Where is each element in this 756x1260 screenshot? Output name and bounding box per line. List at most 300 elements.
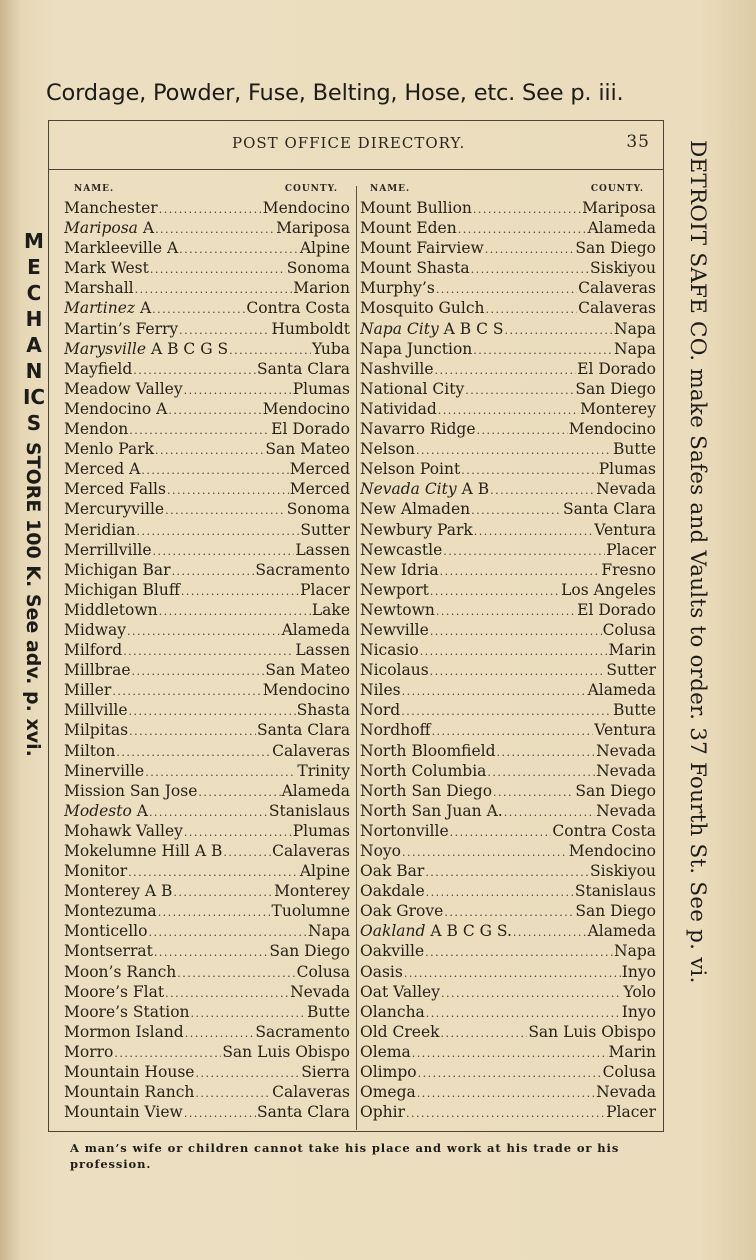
leader-dots bbox=[418, 1064, 602, 1082]
leader-dots bbox=[127, 622, 281, 640]
county-header: COUNTY. bbox=[284, 184, 338, 194]
place-name bbox=[64, 741, 115, 761]
county-name: Calaveras bbox=[578, 279, 656, 298]
county-name: Monterey bbox=[580, 399, 656, 418]
place-name bbox=[64, 479, 166, 499]
directory-entry bbox=[360, 821, 656, 841]
directory-entry bbox=[360, 720, 656, 740]
place-name bbox=[64, 801, 148, 821]
left-column bbox=[64, 182, 350, 1122]
place-name-text: Michigan Bluff bbox=[64, 580, 180, 599]
directory-entry bbox=[360, 741, 656, 761]
county-name: Colusa bbox=[602, 620, 656, 639]
county-name: Sacramento bbox=[255, 560, 350, 579]
place-name-text: Nicolaus bbox=[360, 661, 429, 680]
leader-dots bbox=[426, 1004, 621, 1022]
leader-dots bbox=[441, 984, 623, 1002]
county-name: Calaveras bbox=[272, 1083, 350, 1102]
county-name: San Mateo bbox=[265, 440, 350, 459]
place-name bbox=[64, 439, 154, 459]
place-name bbox=[360, 258, 470, 278]
place-name bbox=[64, 560, 171, 580]
directory-entry bbox=[360, 841, 656, 861]
county-name: Contra Costa bbox=[246, 299, 350, 318]
county-name: Sacramento bbox=[255, 1022, 350, 1041]
place-name bbox=[64, 580, 180, 600]
place-name bbox=[64, 620, 126, 640]
county-name: Stanislaus bbox=[574, 882, 656, 901]
leader-dots bbox=[129, 722, 256, 740]
office-codes: A bbox=[162, 239, 179, 258]
office-codes: A B bbox=[456, 480, 490, 499]
leader-dots bbox=[229, 341, 311, 359]
leader-dots bbox=[504, 321, 613, 339]
place-name bbox=[360, 801, 503, 821]
place-name bbox=[360, 841, 401, 861]
county-name: Butte bbox=[306, 1002, 350, 1021]
county-name: Mendocino bbox=[568, 842, 656, 860]
leader-dots bbox=[159, 200, 262, 218]
place-name bbox=[360, 1002, 425, 1022]
place-name bbox=[64, 1022, 184, 1042]
place-name-text: Nelson Point bbox=[360, 460, 461, 479]
place-name-text: Oakland bbox=[360, 922, 426, 941]
county-name: San Diego bbox=[575, 239, 656, 258]
place-name bbox=[64, 640, 122, 660]
place-name bbox=[360, 761, 486, 781]
county-name: Santa Clara bbox=[257, 359, 350, 378]
place-name-text: Nordhoff bbox=[360, 721, 431, 740]
place-name-text: Oat Valley bbox=[360, 982, 440, 1001]
directory-entry bbox=[360, 258, 656, 278]
place-name-text: Navarro Ridge bbox=[360, 420, 476, 439]
directory-entry bbox=[360, 459, 656, 479]
place-name-text: Mayfield bbox=[64, 359, 133, 378]
place-name bbox=[64, 319, 178, 339]
directory-entry bbox=[64, 198, 350, 218]
place-name bbox=[360, 821, 449, 841]
place-name-text: Newcastle bbox=[360, 540, 443, 559]
place-name-text: Middletown bbox=[64, 600, 158, 619]
leader-dots bbox=[173, 883, 273, 901]
directory-entry bbox=[64, 841, 350, 861]
place-name-text: New Almaden bbox=[360, 500, 471, 519]
directory-entry bbox=[64, 359, 350, 379]
leader-dots bbox=[461, 461, 598, 479]
directory-entry bbox=[360, 1062, 656, 1082]
place-name-text: Milpitas bbox=[64, 721, 129, 740]
county-name: Santa Clara bbox=[257, 1103, 350, 1122]
place-name-text: Mission San Jose bbox=[64, 781, 198, 800]
place-name-text: Mendon bbox=[64, 420, 129, 439]
office-codes: A B bbox=[189, 842, 223, 860]
directory-entry bbox=[360, 801, 656, 821]
place-name bbox=[360, 640, 419, 660]
place-name-text: Nicasio bbox=[360, 641, 419, 660]
place-name bbox=[64, 499, 164, 519]
place-name bbox=[64, 1102, 183, 1122]
county-name: Placer bbox=[606, 540, 656, 559]
directory-entry bbox=[360, 520, 656, 540]
leader-dots bbox=[436, 602, 576, 620]
leader-dots bbox=[116, 743, 271, 761]
leader-dots bbox=[425, 863, 589, 881]
county-name: Napa bbox=[308, 922, 350, 941]
county-name: Napa bbox=[614, 319, 656, 338]
county-name: Alameda bbox=[587, 922, 656, 941]
directory-entry bbox=[360, 861, 656, 881]
place-name bbox=[64, 379, 183, 399]
place-name-text: Marshall bbox=[64, 279, 134, 298]
county-name: San Diego bbox=[269, 942, 350, 961]
county-name: Lake bbox=[311, 600, 350, 619]
place-name-text: Nortonville bbox=[360, 821, 449, 840]
footer-rule bbox=[48, 1131, 664, 1132]
county-name: Alameda bbox=[587, 681, 656, 700]
place-name-text: North Columbia bbox=[360, 761, 487, 780]
county-name: Nevada bbox=[596, 1083, 656, 1102]
place-name bbox=[360, 278, 435, 298]
place-name bbox=[360, 962, 403, 982]
directory-entry bbox=[64, 600, 350, 620]
place-name-text: Noyo bbox=[360, 842, 401, 860]
directory-entry bbox=[360, 640, 656, 660]
place-name bbox=[64, 962, 176, 982]
place-name-text: Mokelumne Hill bbox=[64, 842, 190, 860]
directory-entry bbox=[64, 479, 350, 499]
leader-dots bbox=[185, 1024, 255, 1042]
office-codes: A B bbox=[139, 882, 173, 901]
leader-dots bbox=[195, 1084, 271, 1102]
place-name-text: Merrillville bbox=[64, 540, 152, 559]
directory-entry bbox=[360, 359, 656, 379]
leader-dots bbox=[150, 260, 286, 278]
leader-dots bbox=[417, 1084, 595, 1102]
directory-entry bbox=[360, 238, 656, 258]
leader-dots bbox=[145, 763, 296, 781]
place-name bbox=[360, 359, 434, 379]
directory-entry bbox=[64, 660, 350, 680]
directory-entry bbox=[64, 319, 350, 339]
place-name-text: Oasis bbox=[360, 962, 403, 981]
directory-entry bbox=[360, 1002, 656, 1022]
county-name: San Diego bbox=[575, 902, 656, 921]
directory-entry bbox=[64, 700, 350, 720]
directory-entry bbox=[360, 339, 656, 359]
office-codes: A B C G S bbox=[146, 339, 229, 358]
place-name bbox=[64, 1062, 194, 1082]
place-name-text: Nevada City bbox=[360, 480, 457, 499]
county-name: El Dorado bbox=[271, 420, 350, 439]
directory-entry bbox=[360, 982, 656, 1002]
county-name: Tuolumne bbox=[271, 902, 350, 921]
leader-dots bbox=[430, 582, 560, 600]
place-name bbox=[360, 1102, 405, 1122]
county-name: Sutter bbox=[300, 520, 350, 539]
county-name: Nevada bbox=[596, 480, 656, 499]
county-name: Alpine bbox=[299, 862, 350, 881]
county-name: Mendocino bbox=[262, 399, 350, 418]
county-name: Placer bbox=[606, 1103, 656, 1122]
place-name bbox=[64, 1042, 113, 1062]
leader-dots bbox=[485, 240, 575, 258]
place-name bbox=[360, 741, 496, 761]
directory-entry bbox=[64, 258, 350, 278]
directory-entry bbox=[360, 479, 656, 499]
county-name: Mariposa bbox=[582, 199, 656, 217]
leader-dots bbox=[441, 1024, 528, 1042]
county-name: Yuba bbox=[311, 339, 350, 358]
office-codes: A bbox=[124, 460, 141, 479]
county-name: Alameda bbox=[587, 219, 656, 238]
place-name bbox=[64, 600, 158, 620]
place-name-text: Nord bbox=[360, 701, 401, 720]
county-name: Ventura bbox=[594, 721, 656, 740]
leader-dots bbox=[184, 823, 292, 841]
place-name-text: Martinez bbox=[64, 299, 136, 318]
leader-dots bbox=[473, 200, 581, 218]
place-name bbox=[360, 941, 424, 961]
office-codes: A bbox=[151, 399, 168, 418]
directory-entry bbox=[64, 881, 350, 901]
county-name: Trinity bbox=[297, 761, 350, 780]
place-name bbox=[64, 278, 134, 298]
directory-entry bbox=[64, 339, 350, 359]
leader-dots bbox=[406, 1104, 605, 1122]
office-codes: A B C S bbox=[438, 319, 504, 338]
county-name: Nevada bbox=[290, 982, 350, 1001]
leader-dots bbox=[416, 441, 612, 459]
leader-dots bbox=[436, 280, 577, 298]
county-name: Los Angeles bbox=[561, 580, 656, 599]
place-name bbox=[64, 459, 140, 479]
directory-entry bbox=[64, 1102, 350, 1122]
leader-dots bbox=[450, 823, 552, 841]
place-name bbox=[360, 781, 492, 801]
county-name: Marion bbox=[293, 279, 350, 298]
county-name: Fresno bbox=[601, 560, 656, 579]
directory-entry bbox=[64, 801, 350, 821]
directory-entry bbox=[360, 379, 656, 399]
directory-entry bbox=[64, 278, 350, 298]
office-codes: A. bbox=[481, 801, 503, 820]
leader-dots bbox=[184, 1104, 256, 1122]
place-name-text: Newville bbox=[360, 620, 429, 639]
directory-entry bbox=[64, 399, 350, 419]
directory-entry bbox=[360, 580, 656, 600]
county-name: Mendocino bbox=[568, 420, 656, 439]
place-name bbox=[360, 1062, 417, 1082]
place-name bbox=[64, 1082, 194, 1102]
county-name: Plumas bbox=[292, 379, 350, 398]
place-name-text: Moore’s Flat bbox=[64, 982, 165, 1001]
place-name-text: Mariposa bbox=[64, 219, 138, 238]
place-name-text: Mark West bbox=[64, 259, 149, 278]
place-name bbox=[360, 720, 431, 740]
place-name bbox=[360, 700, 400, 720]
place-name bbox=[64, 660, 131, 680]
place-name bbox=[360, 1082, 416, 1102]
place-name bbox=[360, 419, 476, 439]
name-header: NAME. bbox=[370, 184, 411, 194]
county-name: Napa bbox=[614, 339, 656, 358]
directory-entry bbox=[64, 761, 350, 781]
leader-dots bbox=[153, 542, 295, 560]
place-name bbox=[64, 921, 147, 941]
leader-dots bbox=[504, 803, 595, 821]
place-name-text: Napa City bbox=[360, 319, 439, 338]
county-name: Calaveras bbox=[272, 741, 350, 760]
county-name: Stanislaus bbox=[268, 801, 350, 820]
directory-entry bbox=[360, 901, 656, 921]
leader-dots bbox=[440, 562, 601, 580]
place-name-text: Newbury Park bbox=[360, 520, 473, 539]
place-name bbox=[64, 720, 128, 740]
directory-entry bbox=[360, 941, 656, 961]
county-name: Butte bbox=[612, 440, 656, 459]
place-name bbox=[360, 600, 435, 620]
directory-entry bbox=[360, 680, 656, 700]
leader-dots bbox=[474, 522, 593, 540]
leader-dots bbox=[432, 722, 594, 740]
place-name bbox=[360, 580, 429, 600]
place-name-text: Markleeville bbox=[64, 239, 163, 258]
place-name bbox=[360, 901, 443, 921]
directory-entry bbox=[360, 620, 656, 640]
directory-entry bbox=[64, 379, 350, 399]
leader-dots bbox=[443, 542, 605, 560]
left-banner-word: MECHANICS bbox=[22, 229, 46, 435]
left-banner-rest: STORE 100 K. See adv. p. xvi. bbox=[22, 442, 44, 757]
directory-entry bbox=[64, 540, 350, 560]
place-name-text: Monterey bbox=[64, 882, 140, 901]
place-name-text: Mount Eden bbox=[360, 219, 457, 238]
place-name-text: Olema bbox=[360, 1042, 411, 1061]
directory-entry bbox=[360, 962, 656, 982]
place-name bbox=[64, 901, 157, 921]
left-column-header bbox=[64, 182, 350, 198]
place-name bbox=[360, 540, 442, 560]
county-name: Humboldt bbox=[271, 319, 350, 338]
county-name: Butte bbox=[612, 701, 656, 720]
directory-entry bbox=[360, 921, 656, 941]
place-name bbox=[64, 339, 228, 359]
directory-entry bbox=[360, 761, 656, 781]
leader-dots bbox=[154, 943, 269, 961]
place-name bbox=[64, 419, 128, 439]
leader-dots bbox=[444, 903, 574, 921]
leader-dots bbox=[155, 220, 275, 238]
place-name bbox=[360, 1042, 411, 1062]
right-banner-text: DETROIT SAFE CO. make Safes and Vaults to order. 37 Fourth St. See p. vi. bbox=[685, 140, 710, 984]
directory-entry bbox=[64, 1082, 350, 1102]
leader-dots bbox=[135, 280, 293, 298]
leader-dots bbox=[430, 622, 602, 640]
directory-entry bbox=[64, 419, 350, 439]
place-name-text: Modesto bbox=[64, 801, 132, 820]
county-name: Santa Clara bbox=[257, 721, 350, 740]
leader-dots bbox=[159, 602, 311, 620]
directory-entry bbox=[360, 1082, 656, 1102]
place-name bbox=[360, 520, 473, 540]
county-name: Inyo bbox=[621, 1002, 656, 1021]
place-name-text: Niles bbox=[360, 681, 401, 700]
county-name: Contra Costa bbox=[552, 821, 656, 840]
right-column-header bbox=[360, 182, 656, 198]
leader-dots bbox=[402, 682, 587, 700]
leader-dots bbox=[497, 743, 596, 761]
place-name-text: Newport bbox=[360, 580, 429, 599]
place-name-text: Mountain Ranch bbox=[64, 1083, 195, 1102]
county-name: Napa bbox=[614, 942, 656, 961]
place-name bbox=[64, 761, 144, 781]
directory-entry bbox=[360, 700, 656, 720]
directory-entry bbox=[64, 1062, 350, 1082]
place-name-text: Meridian bbox=[64, 520, 136, 539]
place-name bbox=[64, 298, 151, 318]
county-name: Monterey bbox=[274, 882, 350, 901]
place-name bbox=[64, 881, 172, 901]
directory-entry bbox=[360, 540, 656, 560]
leader-dots bbox=[123, 642, 294, 660]
leader-dots bbox=[155, 441, 264, 459]
directory-entry bbox=[360, 1042, 656, 1062]
place-name-text: Montezuma bbox=[64, 902, 157, 921]
leader-dots bbox=[465, 381, 574, 399]
county-name: Merced bbox=[289, 480, 350, 499]
county-name: Nevada bbox=[596, 801, 656, 820]
directory-entry bbox=[64, 962, 350, 982]
county-name: Sonoma bbox=[286, 259, 350, 278]
place-name-text: Old Creek bbox=[360, 1022, 440, 1041]
county-name: San Luis Obispo bbox=[222, 1042, 350, 1061]
place-name bbox=[360, 238, 484, 258]
directory-entry bbox=[64, 218, 350, 238]
directory-entry bbox=[360, 319, 656, 339]
place-name-text: Montserrat bbox=[64, 942, 153, 961]
place-name bbox=[64, 680, 111, 700]
office-codes: A B C G S. bbox=[425, 922, 512, 941]
leader-dots bbox=[425, 943, 613, 961]
leader-dots bbox=[195, 1064, 300, 1082]
leader-dots bbox=[401, 702, 612, 720]
place-name-text: Mercuryville bbox=[64, 500, 165, 519]
leader-dots bbox=[438, 401, 579, 419]
directory-entry bbox=[360, 560, 656, 580]
county-name: Ventura bbox=[594, 520, 656, 539]
county-name: Siskiyou bbox=[590, 259, 656, 278]
place-name bbox=[64, 198, 158, 218]
leader-dots bbox=[179, 321, 270, 339]
county-name: Colusa bbox=[296, 962, 350, 981]
leader-dots bbox=[426, 883, 574, 901]
directory-entry bbox=[64, 781, 350, 801]
county-name: Yolo bbox=[623, 982, 656, 1001]
leader-dots bbox=[148, 923, 307, 941]
county-name: Nevada bbox=[596, 761, 656, 780]
leader-dots bbox=[402, 843, 568, 861]
place-name-text: Natividad bbox=[360, 399, 437, 418]
place-name-text: Nelson bbox=[360, 440, 415, 459]
county-name: Lassen bbox=[295, 540, 350, 559]
directory-entry bbox=[64, 640, 350, 660]
left-advert-banner bbox=[22, 228, 46, 812]
place-name-text: Ophir bbox=[360, 1103, 405, 1122]
leader-dots bbox=[181, 582, 299, 600]
directory-entry bbox=[64, 982, 350, 1002]
county-name: Mariposa bbox=[276, 219, 350, 238]
place-name-text: Mormon Island bbox=[64, 1022, 184, 1041]
